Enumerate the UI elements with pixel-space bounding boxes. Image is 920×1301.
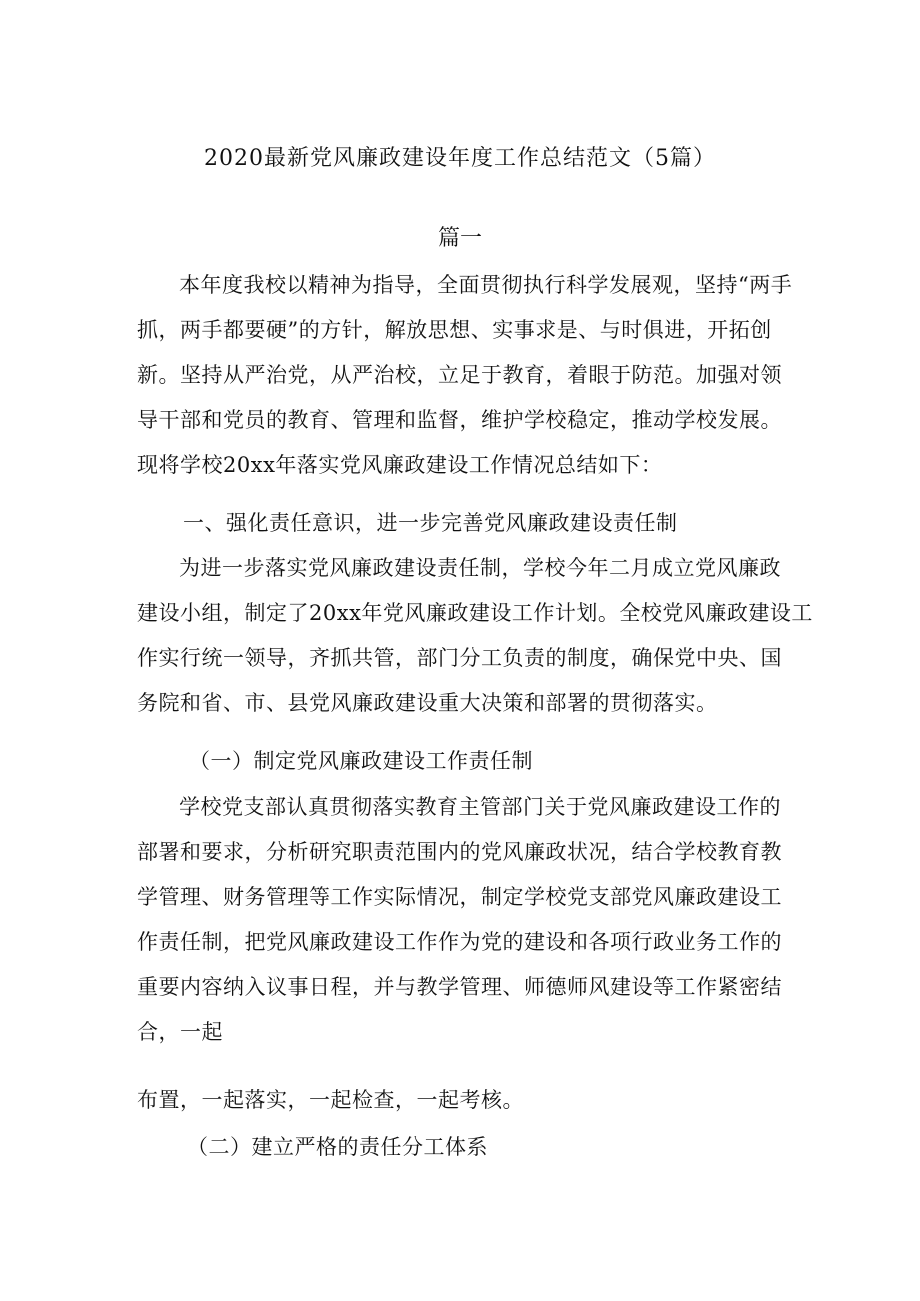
- heading-text: （一）制定党风廉政建设工作责任制: [189, 749, 533, 773]
- paragraph-line: 作实行统一领导，齐抓共管，部门分工负责的制度，确保党中央、国: [137, 646, 782, 670]
- heading-text: 一、强化责任意识，进一步完善党风廉政建设责任制: [183, 511, 678, 535]
- paragraph-line: 重要内容纳入议事日程，并与教学管理、师德师风建设等工作紧密结: [137, 975, 782, 999]
- paragraph-arrangement: [137, 1078, 793, 1123]
- paragraph-line: 学管理、财务管理等工作实际情况，制定学校党支部党风廉政建设工: [137, 885, 782, 909]
- heading-subsection-two: [137, 1125, 793, 1170]
- paragraph-line: 作责任制，把党风廉政建设工作作为党的建设和各项行政业务工作的: [137, 930, 782, 954]
- paragraph-party-branch: [137, 785, 793, 1055]
- section-label: 篇一: [437, 226, 482, 251]
- paragraph-line: 本年度我校以精神为指导，全面贯彻执行科学发展观，坚持“两手: [179, 273, 793, 297]
- paragraph-line: 布置，一起落实，一起检查，一起考核。: [137, 1088, 524, 1112]
- paragraph-line: 为进一步落实党风廉政建设责任制，学校今年二月成立党风廉政: [179, 556, 781, 580]
- paragraph-line: 现将学校20xx年落实党风廉政建设工作情况总结如下：: [137, 453, 663, 477]
- paragraph-intro: [137, 263, 793, 488]
- paragraph-line: 部署和要求，分析研究职责范围内的党风廉政状况，结合学校教育教: [137, 840, 782, 864]
- paragraph-line: 务院和省、市、县党风廉政建设重大决策和部署的贯彻落实。: [137, 691, 718, 715]
- paragraph-line: 导干部和党员的教育、管理和监督，维护学校稳定，推动学校发展。: [137, 408, 782, 432]
- document-title: 2020最新党风廉政建设年度工作总结范文（5篇）: [204, 146, 716, 171]
- paragraph-responsibility-system: [137, 546, 813, 726]
- paragraph-line: 建设小组，制定了20xx年党风廉政建设工作计划。全校党风廉政建设工: [137, 601, 813, 625]
- paragraph-line: 学校党支部认真贯彻落实教育主管部门关于党风廉政建设工作的: [179, 795, 781, 819]
- heading-strengthen-responsibility: [137, 501, 793, 546]
- heading-subsection-one: [137, 739, 793, 784]
- heading-text: （二）建立严格的责任分工体系: [187, 1135, 488, 1159]
- paragraph-line: 新。坚持从严治党，从严治校，立足于教育，着眼于防范。加强对领: [137, 363, 782, 387]
- paragraph-line: 合，一起: [137, 1020, 223, 1044]
- paragraph-line: 抓，两手都要硬”的方针，解放思想、实事求是、与时俱进，开拓创: [137, 318, 772, 342]
